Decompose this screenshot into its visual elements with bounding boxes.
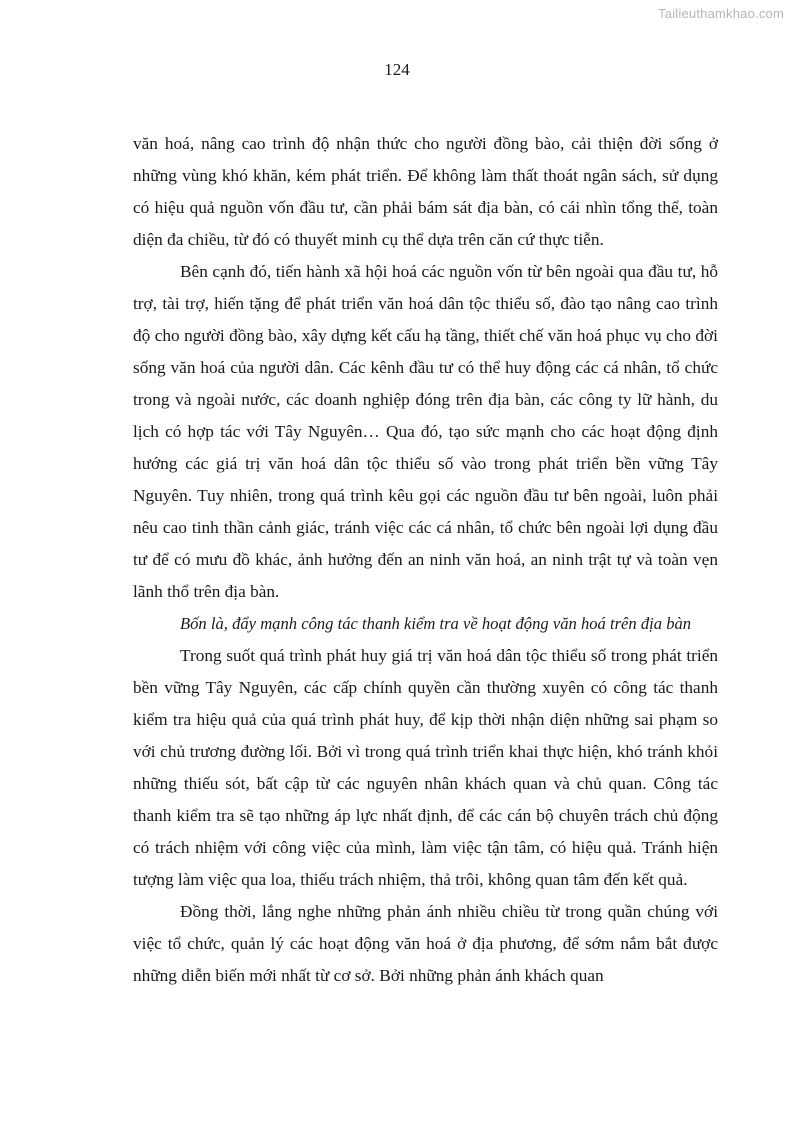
watermark-text: Tailieuthamkhao.com — [658, 6, 784, 21]
document-body — [133, 128, 718, 992]
paragraph: Bên cạnh đó, tiến hành xã hội hoá các nguồn vốn từ bên ngoài qua đầu tư, hỗ trợ, tài trợ, hiến tặng để phát triển văn hoá dân tộc thiểu số, đào tạo nâng cao trình độ cho người đồng bào, xây dựng kết cấu hạ tầng, thiết chế văn hoá phục vụ cho đời sống văn hoá của người dân. Các kênh đầu tư có thể huy động các cá nhân, tổ chức trong và ngoài nước, các doanh nghiệp đóng trên địa bàn, các công ty lữ hành, du lịch có hợp tác với Tây Nguyên… Qua đó, tạo sức mạnh cho các hoạt động định hướng các giá trị văn hoá dân tộc thiểu số vào trong phát triển bền vững Tây Nguyên. Tuy nhiên, trong quá trình kêu gọi các nguồn đầu tư bên ngoài, luôn phải nêu cao tinh thần cảnh giác, tránh việc các cá nhân, tổ chức bên ngoài lợi dụng đầu tư để có mưu đồ khác, ảnh hưởng đến an ninh văn hoá, an ninh trật tự và toàn vẹn lãnh thổ trên địa bàn. — [133, 262, 718, 601]
section-heading: Bốn là, đẩy mạnh công tác thanh kiểm tra về hoạt động văn hoá trên địa bàn — [180, 614, 692, 633]
paragraph: Trong suốt quá trình phát huy giá trị văn hoá dân tộc thiểu số trong phát triển bền vững Tây Nguyên, các cấp chính quyền cần thường xuyên có công tác thanh kiểm tra hiệu quả của quá trình phát huy, để kịp thời nhận diện những sai phạm so với chủ trương đường lối. Bởi vì trong quá trình triển khai thực hiện, khó tránh khỏi những thiếu sót, bất cập từ các nguyên nhân khách quan và chủ quan. Công tác thanh kiểm tra sẽ tạo những áp lực nhất định, để các cán bộ chuyên trách chủ động có trách nhiệm với công việc của mình, làm việc tận tâm, có hiệu quả. Tránh hiện tượng làm việc qua loa, thiếu trách nhiệm, thả trôi, không quan tâm đến kết quả. — [133, 646, 718, 889]
paragraph-continuation: văn hoá, nâng cao trình độ nhận thức cho người đồng bào, cải thiện đời sống ở những vùng khó khăn, kém phát triển. Để không làm thất thoát ngân sách, sử dụng có hiệu quả nguồn vốn đầu tư, cần phải bám sát địa bàn, có cái nhìn tổng thể, toàn diện đa chiều, từ đó có thuyết minh cụ thể dựa trên căn cứ thực tiễn. — [133, 134, 718, 249]
paragraph: Đồng thời, lắng nghe những phản ánh nhiều chiều từ trong quần chúng với việc tổ chức, quản lý các hoạt động văn hoá ở địa phương, để sớm nắm bắt được những diễn biến mới nhất từ cơ sở. Bởi những phản ánh khách quan — [133, 902, 718, 985]
page-number: 124 — [384, 60, 410, 79]
